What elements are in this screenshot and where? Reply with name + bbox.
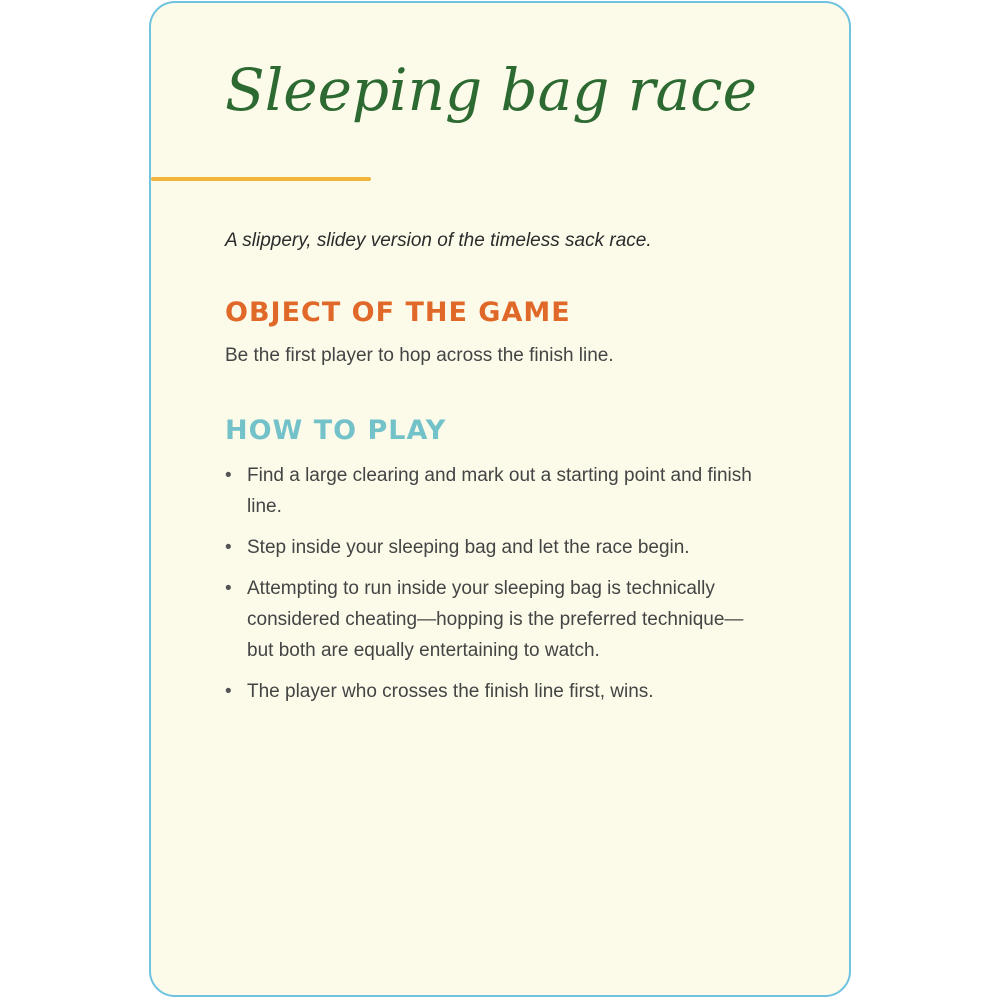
list-item [225, 532, 765, 563]
list-item [225, 573, 765, 666]
object-heading: OBJECT OF THE GAME [225, 297, 571, 328]
bullet-icon: • [225, 578, 232, 599]
step-text: Step inside your sleeping bag and let the race begin. [247, 537, 690, 558]
step-text: Attempting to run inside your sleeping bag is technically considered cheating—hopping is the preferred technique—but both are equally entertaining to watch. [247, 578, 744, 661]
list-item [225, 460, 765, 522]
step-text: The player who crosses the finish line first, wins. [247, 681, 654, 702]
bullet-icon: • [225, 681, 232, 702]
list-item [225, 676, 765, 707]
title-underline-rule [151, 177, 371, 181]
object-text: Be the first player to hop across the finish line. [225, 345, 614, 366]
card-tagline: A slippery, slidey version of the timeless sack race. [225, 230, 652, 251]
step-text: Find a large clearing and mark out a starting point and finish line. [247, 465, 752, 517]
card-title: Sleeping bag race [225, 56, 757, 124]
how-to-play-list [225, 460, 765, 717]
game-card [149, 1, 851, 997]
bullet-icon: • [225, 465, 232, 486]
how-to-play-heading: HOW TO PLAY [225, 415, 447, 446]
bullet-icon: • [225, 537, 232, 558]
